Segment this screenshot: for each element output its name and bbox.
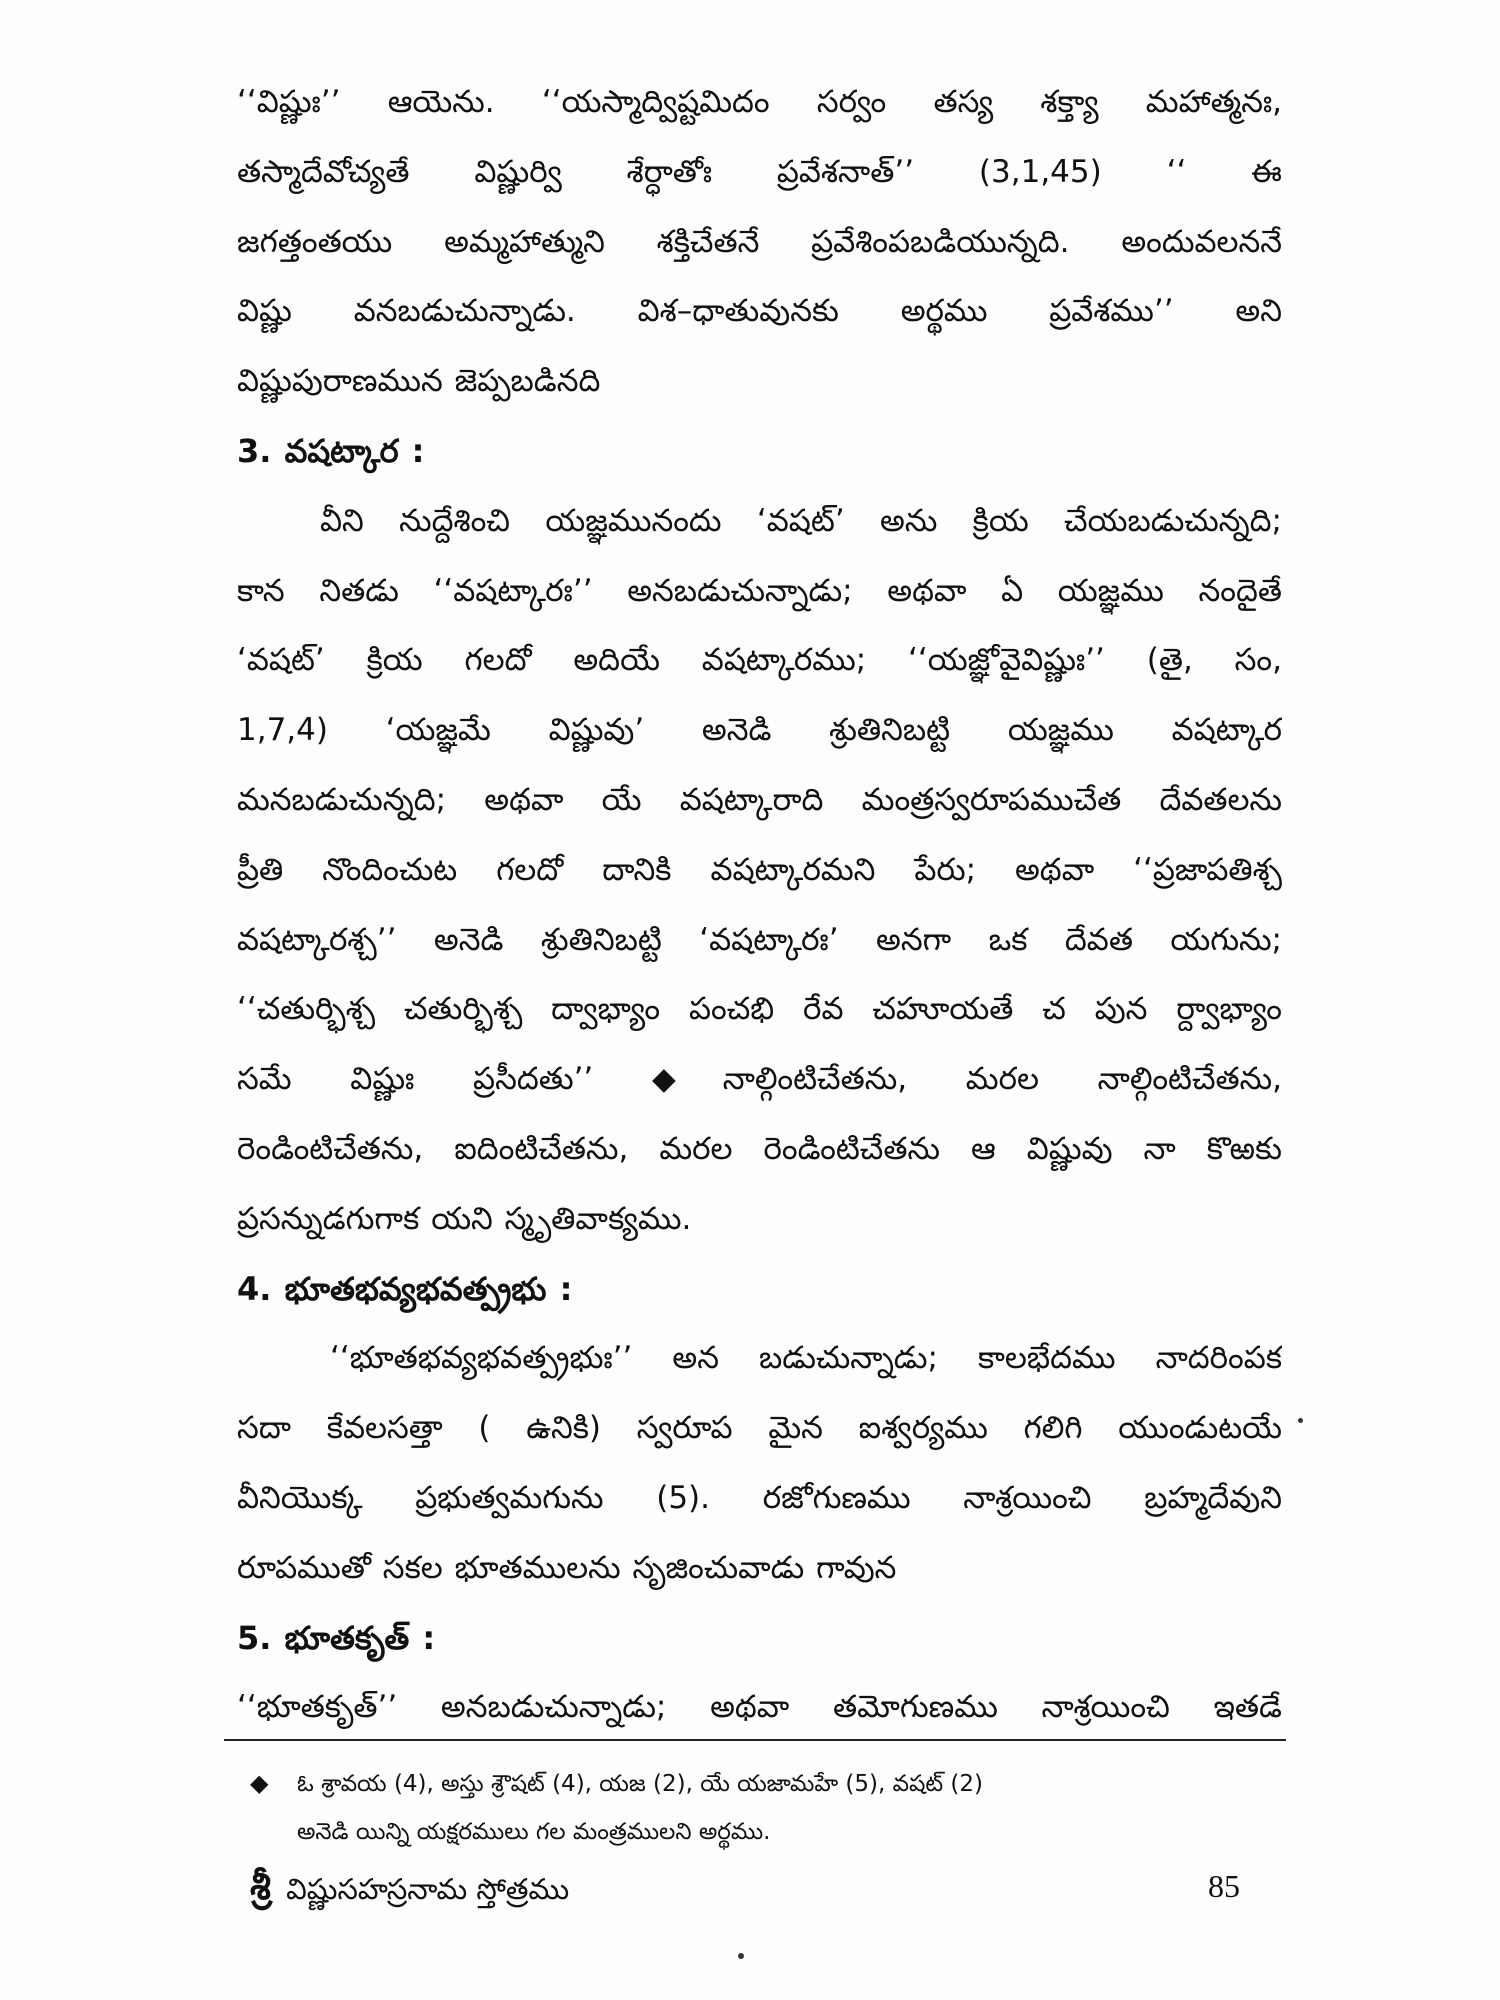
section-3-line: 1,7,4) ‘యజ్ఞమే విష్ణువు’ అనెడి శ్రుతినిబట్టి యజ్ఞము వషట్కార xyxy=(237,712,1282,749)
footnote xyxy=(250,1760,1280,1856)
section-5-line: ‘‘భూతకృత్’’ అనబడుచున్నాడు; అథవా తమోగుణము నాశ్రయించి ఇతడే xyxy=(237,1689,1282,1726)
footnote-divider xyxy=(224,1739,1286,1741)
section-3-line: కాన నితడు ‘‘వషట్కారః’’ అనబడుచున్నాడు; అథవా ఏ యజ్ఞము నందైతే xyxy=(237,572,1282,609)
scan-speck xyxy=(738,1953,744,1959)
section-5-heading: 5. భూతకృత్ : xyxy=(237,1618,436,1657)
intro-line: జగత్తంతయు అమ్మహాత్ముని శక్తిచేతనే ప్రవేశింపబడియున్నది. అందువలననే xyxy=(237,223,1282,260)
main-text xyxy=(237,68,1282,1743)
section-3-line: ‘వషట్’ క్రియ గలదో అదియే వషట్కారము; ‘‘యజ్ఞోవైవిష్ణుః’’ (తై, సం, xyxy=(237,642,1282,679)
page-footer xyxy=(250,1858,1240,1914)
book-title-prefix: శ్రీ xyxy=(250,1864,271,1908)
section-3-line: వీని నుద్దేశించి యజ్ఞమునందు ‘వషట్’ అను క్రియ చేయబడుచున్నది; xyxy=(320,502,1282,539)
footnote-line: ఓ శ్రావయ (4), అస్తు శ్రౌషట్ (4), యజ (2), యే యజామహే (5), వషట్ (2) xyxy=(297,1771,984,1797)
section-3-line: ‘‘చతుర్భిశ్చ చతుర్భిశ్చ ద్వాభ్యాం పంచభి రేవ చహూయతే చ పున ర్ద్వాభ్యాం xyxy=(237,991,1282,1028)
section-4-line: ‘‘భూతభవ్యభవత్ప్రభుః’’ అన బడుచున్నాడు; కాలభేదము నాదరింపక xyxy=(330,1340,1282,1377)
section-3-heading: 3. వషట్కార : xyxy=(237,431,425,470)
section-4-line: వీనియొక్క ప్రభుత్వమగును (5). రజోగుణము నాశ్రయించి బ్రహ్మదేవుని xyxy=(237,1479,1282,1516)
intro-line: ‘‘విష్ణుః’’ ఆయెను. ‘‘యస్మాద్విష్టమిదం సర్వం తస్య శక్త్యా మహాత్మనః, xyxy=(237,84,1282,120)
diamond-icon: ◆ xyxy=(250,1771,269,1797)
section-3-line: సమే విష్ణుః ప్రసీదతు’’ ◆నాల్గింటిచేతను, మరల నాల్గింటిచేతను, xyxy=(237,1061,1282,1098)
book-title-text: విష్ణుసహస్రనామ స్తోత్రము xyxy=(286,1872,570,1906)
section-3-line: ప్రీతి నొందించుట గలదో దానికి వషట్కారమని పేరు; అథవా ‘‘ప్రజాపతిశ్చ xyxy=(237,851,1282,888)
section-4-line: రూపముతో సకల భూతములను సృజించువాడు గావున xyxy=(237,1549,897,1586)
footnote-line: అనెడి యిన్ని యక్షరములు గల మంత్రములని అర్థము. xyxy=(297,1819,771,1845)
page-number: 85 xyxy=(1208,1868,1240,1904)
section-3-line: వషట్కారశ్చ’’ అనెడి శ్రుతినిబట్టి ‘వషట్కారః’ అనగా ఒక దేవత యగును; xyxy=(237,921,1282,958)
section-3-line: రెండింటిచేతను, ఐదింటిచేతను, మరల రెండింటిచేతను ఆ విష్ణువు నా కొఱకు xyxy=(237,1130,1282,1167)
intro-line: తస్మాదేవోచ్యతే విష్ణుర్వి శేర్ధాతోః ప్రవేశనాత్’’ (3,1,45) ‘‘ ఈ xyxy=(237,153,1282,190)
intro-line: విష్ణుపురాణమున జెప్పబడినది xyxy=(237,363,601,400)
section-4-line: సదా కేవలసత్తా ( ఉనికి) స్వరూప మైన ఐశ్వర్యము గలిగి యుండుటయే xyxy=(237,1410,1282,1447)
section-3-line: మనబడుచున్నది; అథవా యే వషట్కారాది మంత్రస్వరూపముచేత దేవతలను xyxy=(237,781,1282,818)
book-title xyxy=(250,1858,569,1914)
section-3-line: ప్రసన్నుడగుగాక యని స్మృతివాక్యము. xyxy=(237,1200,692,1237)
scan-speck xyxy=(1298,1418,1303,1423)
section-4-heading: 4. భూతభవ్యభవత్ప్రభు : xyxy=(237,1269,573,1308)
intro-line: విష్ణు వనబడుచున్నాడు. విశ–ధాతువునకు అర్థము ప్రవేశము’’ అని xyxy=(237,293,1282,330)
